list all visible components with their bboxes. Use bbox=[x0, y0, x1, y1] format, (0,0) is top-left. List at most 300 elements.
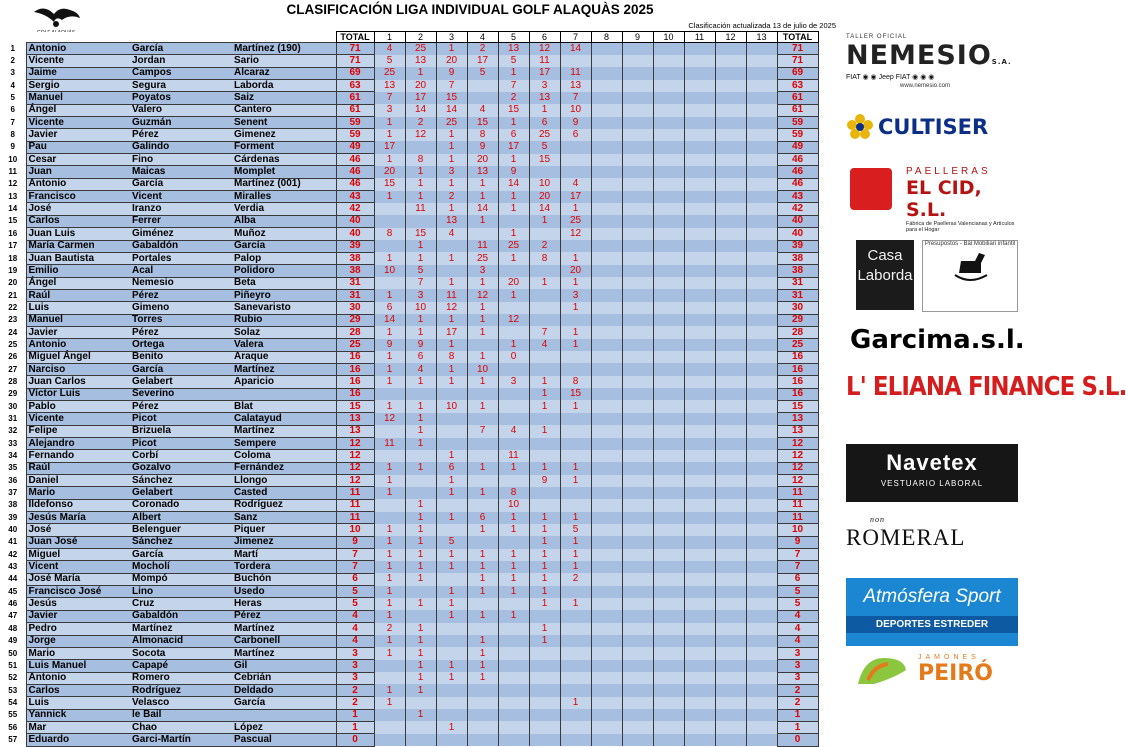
round-score-cell: 1 bbox=[436, 252, 467, 264]
round-score-cell bbox=[622, 215, 653, 227]
surname1-cell: Valero bbox=[130, 104, 232, 116]
total-cell: 13 bbox=[336, 413, 374, 425]
surname2-cell: Jimenez bbox=[232, 536, 336, 548]
header-row bbox=[0, 32, 818, 43]
round-score-cell bbox=[684, 363, 715, 375]
round-score-cell bbox=[591, 499, 622, 511]
surname2-cell: Martínez (001) bbox=[232, 178, 336, 190]
round-score-cell: 13 bbox=[405, 55, 436, 67]
round-score-cell bbox=[405, 450, 436, 462]
round-score-cell: 12 bbox=[498, 314, 529, 326]
round-score-cell bbox=[746, 660, 777, 672]
first-name-cell: Javier bbox=[26, 129, 130, 141]
round-score-cell bbox=[405, 487, 436, 499]
round-score-cell bbox=[653, 252, 684, 264]
round-score-cell bbox=[653, 561, 684, 573]
round-score-cell: 14 bbox=[405, 104, 436, 116]
table-row bbox=[0, 623, 818, 635]
total-cell: 59 bbox=[336, 117, 374, 129]
first-name-header bbox=[26, 32, 130, 43]
round-score-cell bbox=[622, 684, 653, 696]
round-score-cell bbox=[746, 129, 777, 141]
surname2-cell: Sanz bbox=[232, 512, 336, 524]
round-score-cell bbox=[684, 388, 715, 400]
round-score-cell bbox=[622, 80, 653, 92]
round-score-cell bbox=[591, 536, 622, 548]
round-score-cell bbox=[498, 388, 529, 400]
round-score-cell bbox=[498, 734, 529, 746]
round-score-cell bbox=[529, 265, 560, 277]
round-score-cell bbox=[591, 228, 622, 240]
round-score-cell bbox=[560, 240, 591, 252]
round-score-cell bbox=[653, 265, 684, 277]
round-score-cell bbox=[684, 166, 715, 178]
round-score-cell: 9 bbox=[436, 67, 467, 79]
round-score-cell bbox=[715, 265, 746, 277]
pos-header bbox=[0, 32, 26, 43]
round-score-cell bbox=[715, 450, 746, 462]
round-score-cell: 1 bbox=[374, 289, 405, 301]
round-score-cell bbox=[684, 684, 715, 696]
first-name-cell: Ildefonso bbox=[26, 499, 130, 511]
position-cell: 15 bbox=[0, 215, 26, 227]
surname2-cell: Beta bbox=[232, 277, 336, 289]
table-row bbox=[0, 586, 818, 598]
round-score-cell bbox=[746, 721, 777, 733]
round-score-cell bbox=[529, 684, 560, 696]
round-score-cell bbox=[498, 475, 529, 487]
round-score-cell bbox=[715, 672, 746, 684]
surname2-cell: Carbonell bbox=[232, 635, 336, 647]
total-end-cell: 5 bbox=[777, 598, 818, 610]
first-name-cell: María Carmen bbox=[26, 240, 130, 252]
total-end-cell: 3 bbox=[777, 660, 818, 672]
first-name-cell: Daniel bbox=[26, 475, 130, 487]
round-header: 11 bbox=[684, 32, 715, 43]
round-score-cell: 25 bbox=[560, 215, 591, 227]
round-score-cell: 1 bbox=[436, 203, 467, 215]
round-score-cell: 1 bbox=[467, 549, 498, 561]
table-row bbox=[0, 512, 818, 524]
round-score-cell bbox=[684, 265, 715, 277]
round-score-cell: 4 bbox=[498, 425, 529, 437]
round-score-cell bbox=[436, 413, 467, 425]
round-score-cell: 25 bbox=[405, 43, 436, 55]
round-header: 4 bbox=[467, 32, 498, 43]
table-row bbox=[0, 228, 818, 240]
round-score-cell bbox=[591, 647, 622, 659]
atmosfera-sub: DEPORTES ESTREDER bbox=[846, 616, 1018, 633]
table-row bbox=[0, 413, 818, 425]
total-end-cell: 11 bbox=[777, 487, 818, 499]
position-cell: 47 bbox=[0, 610, 26, 622]
first-name-cell: Narciso bbox=[26, 363, 130, 375]
table-row bbox=[0, 351, 818, 363]
paelleras-line3: Fábrica de Paelleras Valencianas y Artículos para el Hogar bbox=[906, 221, 1015, 233]
round-score-cell bbox=[684, 339, 715, 351]
total-cell: 46 bbox=[336, 166, 374, 178]
position-cell: 36 bbox=[0, 475, 26, 487]
round-score-cell bbox=[684, 487, 715, 499]
total-end-cell: 25 bbox=[777, 339, 818, 351]
nemesio-tagline: TALLER OFICIAL bbox=[846, 34, 908, 40]
round-score-cell bbox=[622, 487, 653, 499]
round-score-cell bbox=[374, 215, 405, 227]
round-score-cell: 1 bbox=[529, 549, 560, 561]
total-cell: 69 bbox=[336, 67, 374, 79]
round-score-cell: 2 bbox=[560, 573, 591, 585]
round-score-cell bbox=[560, 660, 591, 672]
round-score-cell bbox=[374, 660, 405, 672]
round-score-cell bbox=[653, 326, 684, 338]
round-score-cell bbox=[653, 487, 684, 499]
round-score-cell: 10 bbox=[467, 363, 498, 375]
surname2-cell bbox=[232, 709, 336, 721]
table-row bbox=[0, 400, 818, 412]
round-score-cell: 1 bbox=[467, 277, 498, 289]
first-name-cell: Carlos bbox=[26, 215, 130, 227]
round-score-cell: 1 bbox=[405, 684, 436, 696]
position-cell: 48 bbox=[0, 623, 26, 635]
round-score-cell bbox=[715, 660, 746, 672]
first-name-cell: Pedro bbox=[26, 623, 130, 635]
round-score-cell bbox=[746, 191, 777, 203]
ham-icon bbox=[854, 654, 910, 688]
surname1-cell: Velasco bbox=[130, 697, 232, 709]
round-score-cell: 9 bbox=[405, 339, 436, 351]
round-score-cell: 4 bbox=[467, 104, 498, 116]
round-score-cell: 1 bbox=[374, 376, 405, 388]
round-score-cell: 1 bbox=[498, 561, 529, 573]
round-score-cell bbox=[746, 43, 777, 55]
round-score-cell: 1 bbox=[467, 215, 498, 227]
round-score-cell bbox=[529, 734, 560, 746]
surname1-cell: Garci-Martín bbox=[130, 734, 232, 746]
surname2-cell: Araque bbox=[232, 351, 336, 363]
round-score-cell bbox=[715, 586, 746, 598]
round-score-cell: 1 bbox=[529, 462, 560, 474]
round-score-cell bbox=[684, 302, 715, 314]
laborda-side bbox=[922, 240, 1018, 312]
round-score-cell bbox=[591, 549, 622, 561]
round-score-cell bbox=[622, 326, 653, 338]
total-cell: 1 bbox=[336, 709, 374, 721]
round-score-cell bbox=[591, 709, 622, 721]
laborda-side-text: Presupostos - Bàl Mobiliari infantil bbox=[924, 241, 1016, 247]
round-score-cell: 1 bbox=[529, 400, 560, 412]
peiro-small: JAMONES bbox=[918, 654, 980, 661]
round-score-cell bbox=[560, 166, 591, 178]
round-score-cell bbox=[715, 709, 746, 721]
round-score-cell bbox=[622, 512, 653, 524]
round-score-cell bbox=[746, 647, 777, 659]
surname2-cell: Pérez bbox=[232, 610, 336, 622]
round-score-cell bbox=[591, 610, 622, 622]
round-score-cell: 1 bbox=[405, 561, 436, 573]
round-score-cell: 12 bbox=[467, 289, 498, 301]
first-name-cell: Jesús bbox=[26, 598, 130, 610]
table-row bbox=[0, 660, 818, 672]
table-row bbox=[0, 277, 818, 289]
total-cell: 4 bbox=[336, 635, 374, 647]
total-cell: 16 bbox=[336, 363, 374, 375]
first-name-cell: Miguel bbox=[26, 549, 130, 561]
surname1-cell: Romero bbox=[130, 672, 232, 684]
surname2-cell: Rubio bbox=[232, 314, 336, 326]
round-score-cell bbox=[715, 178, 746, 190]
surname2-cell: Rodríguez bbox=[232, 499, 336, 511]
round-score-cell: 1 bbox=[374, 647, 405, 659]
first-name-cell: Raúl bbox=[26, 462, 130, 474]
first-name-cell: Carlos bbox=[26, 684, 130, 696]
round-score-cell bbox=[591, 326, 622, 338]
round-score-cell bbox=[684, 215, 715, 227]
round-score-cell: 1 bbox=[374, 363, 405, 375]
round-score-cell bbox=[498, 635, 529, 647]
round-score-cell: 20 bbox=[374, 166, 405, 178]
round-score-cell bbox=[374, 709, 405, 721]
round-score-cell: 8 bbox=[374, 228, 405, 240]
round-score-cell bbox=[529, 351, 560, 363]
round-score-cell bbox=[591, 450, 622, 462]
round-score-cell: 1 bbox=[405, 635, 436, 647]
round-score-cell bbox=[653, 425, 684, 437]
round-score-cell bbox=[622, 697, 653, 709]
round-score-cell bbox=[715, 191, 746, 203]
round-score-cell bbox=[622, 351, 653, 363]
total-end-cell: 12 bbox=[777, 450, 818, 462]
round-score-cell bbox=[622, 734, 653, 746]
surname2-cell: Piquer bbox=[232, 524, 336, 536]
total-cell: 3 bbox=[336, 647, 374, 659]
total-end-cell: 61 bbox=[777, 92, 818, 104]
round-score-cell: 6 bbox=[529, 117, 560, 129]
surname1-cell: Jordan bbox=[130, 55, 232, 67]
table-row bbox=[0, 475, 818, 487]
total-end-cell: 12 bbox=[777, 462, 818, 474]
round-score-cell: 1 bbox=[436, 277, 467, 289]
nemesio-brands: FIAT ◉ ◉ Jeep FIAT ◉ ◉ ◉ bbox=[846, 74, 935, 81]
round-score-cell: 11 bbox=[405, 203, 436, 215]
round-score-cell bbox=[653, 314, 684, 326]
total-end-cell: 1 bbox=[777, 721, 818, 733]
surname1-cell: le Bail bbox=[130, 709, 232, 721]
total-cell: 9 bbox=[336, 536, 374, 548]
round-score-cell bbox=[746, 203, 777, 215]
round-score-cell bbox=[591, 438, 622, 450]
surname1-cell: Poyatos bbox=[130, 92, 232, 104]
table-row bbox=[0, 450, 818, 462]
round-score-cell bbox=[467, 438, 498, 450]
round-score-cell: 20 bbox=[560, 265, 591, 277]
round-score-cell bbox=[746, 252, 777, 264]
round-score-cell: 1 bbox=[467, 302, 498, 314]
round-score-cell: 4 bbox=[374, 43, 405, 55]
round-score-cell bbox=[653, 623, 684, 635]
round-score-cell bbox=[374, 388, 405, 400]
round-score-cell: 1 bbox=[529, 388, 560, 400]
round-score-cell: 7 bbox=[560, 92, 591, 104]
first-name-cell: Juan bbox=[26, 166, 130, 178]
round-score-cell bbox=[684, 709, 715, 721]
round-score-cell bbox=[622, 721, 653, 733]
round-score-cell bbox=[746, 561, 777, 573]
round-score-cell bbox=[715, 314, 746, 326]
round-score-cell: 0 bbox=[498, 351, 529, 363]
round-score-cell bbox=[684, 610, 715, 622]
surname1-cell: Capapé bbox=[130, 660, 232, 672]
round-score-cell bbox=[653, 388, 684, 400]
paella-pan-icon bbox=[850, 168, 892, 210]
round-score-cell: 7 bbox=[529, 326, 560, 338]
round-score-cell: 1 bbox=[405, 240, 436, 252]
round-score-cell bbox=[622, 573, 653, 585]
round-score-cell bbox=[715, 598, 746, 610]
round-score-cell: 8 bbox=[529, 252, 560, 264]
table-row bbox=[0, 376, 818, 388]
round-score-cell bbox=[622, 462, 653, 474]
surname2-cell: Martínez bbox=[232, 363, 336, 375]
round-score-cell: 15 bbox=[405, 228, 436, 240]
total-cell: 6 bbox=[336, 573, 374, 585]
round-score-cell bbox=[653, 117, 684, 129]
round-score-cell: 1 bbox=[529, 425, 560, 437]
round-score-cell: 5 bbox=[374, 55, 405, 67]
round-score-cell bbox=[591, 635, 622, 647]
round-score-cell bbox=[653, 203, 684, 215]
first-name-cell: Emilio bbox=[26, 265, 130, 277]
round-score-cell bbox=[591, 265, 622, 277]
round-score-cell bbox=[560, 623, 591, 635]
round-score-cell bbox=[467, 684, 498, 696]
round-score-cell bbox=[498, 536, 529, 548]
surname2-cell: Palop bbox=[232, 252, 336, 264]
round-score-cell: 1 bbox=[467, 672, 498, 684]
round-score-cell: 2 bbox=[374, 623, 405, 635]
round-score-cell bbox=[560, 351, 591, 363]
total-cell: 46 bbox=[336, 154, 374, 166]
round-score-cell bbox=[436, 524, 467, 536]
round-score-cell bbox=[684, 438, 715, 450]
round-score-cell: 1 bbox=[467, 635, 498, 647]
round-score-cell bbox=[653, 400, 684, 412]
eliana-finance-logo: L' ELIANA FINANCE S.L. bbox=[846, 372, 1126, 402]
total-cell: 12 bbox=[336, 475, 374, 487]
table-row bbox=[0, 67, 818, 79]
round-score-cell bbox=[715, 302, 746, 314]
round-score-cell: 12 bbox=[436, 302, 467, 314]
round-score-cell: 1 bbox=[529, 623, 560, 635]
round-score-cell bbox=[653, 129, 684, 141]
round-score-cell: 1 bbox=[405, 252, 436, 264]
first-name-cell: Javier bbox=[26, 326, 130, 338]
round-score-cell bbox=[653, 141, 684, 153]
surname1-cell: Gimeno bbox=[130, 302, 232, 314]
total-cell: 12 bbox=[336, 450, 374, 462]
total-end-cell: 46 bbox=[777, 178, 818, 190]
round-score-cell: 1 bbox=[467, 660, 498, 672]
position-cell: 12 bbox=[0, 178, 26, 190]
round-score-cell bbox=[591, 561, 622, 573]
total-end-cell: 63 bbox=[777, 80, 818, 92]
position-cell: 55 bbox=[0, 709, 26, 721]
surname1-cell: Socota bbox=[130, 647, 232, 659]
surname2-cell: Usedo bbox=[232, 586, 336, 598]
surname1-cell: Almonacid bbox=[130, 635, 232, 647]
round-score-cell bbox=[591, 734, 622, 746]
round-score-cell: 1 bbox=[436, 586, 467, 598]
round-score-cell bbox=[746, 623, 777, 635]
total-end-cell: 31 bbox=[777, 277, 818, 289]
round-score-cell bbox=[622, 450, 653, 462]
round-score-cell bbox=[746, 536, 777, 548]
round-score-cell bbox=[684, 289, 715, 301]
round-score-cell: 1 bbox=[560, 475, 591, 487]
round-score-cell: 1 bbox=[529, 561, 560, 573]
round-score-cell: 1 bbox=[560, 549, 591, 561]
total-end-cell: 2 bbox=[777, 697, 818, 709]
total-cell: 59 bbox=[336, 129, 374, 141]
table-row bbox=[0, 536, 818, 548]
round-score-cell bbox=[715, 166, 746, 178]
round-score-cell: 1 bbox=[405, 660, 436, 672]
round-score-cell bbox=[746, 425, 777, 437]
table-row bbox=[0, 129, 818, 141]
round-score-cell: 1 bbox=[467, 573, 498, 585]
round-score-cell bbox=[467, 450, 498, 462]
surname2-cell: Cantero bbox=[232, 104, 336, 116]
round-score-cell bbox=[715, 524, 746, 536]
round-score-cell bbox=[715, 92, 746, 104]
position-cell: 52 bbox=[0, 672, 26, 684]
round-score-cell bbox=[684, 191, 715, 203]
position-cell: 29 bbox=[0, 388, 26, 400]
first-name-cell: José bbox=[26, 203, 130, 215]
round-score-cell bbox=[591, 191, 622, 203]
round-score-cell: 1 bbox=[436, 660, 467, 672]
round-score-cell: 17 bbox=[467, 55, 498, 67]
total-cell: 31 bbox=[336, 289, 374, 301]
total-cell: 16 bbox=[336, 376, 374, 388]
round-score-cell: 2 bbox=[436, 191, 467, 203]
round-score-cell bbox=[746, 240, 777, 252]
round-score-cell bbox=[684, 462, 715, 474]
surname1-cell: Fino bbox=[130, 154, 232, 166]
round-score-cell: 1 bbox=[374, 536, 405, 548]
surname1-cell: Coronado bbox=[130, 499, 232, 511]
round-score-cell: 3 bbox=[436, 166, 467, 178]
round-score-cell bbox=[591, 462, 622, 474]
round-score-cell bbox=[715, 363, 746, 375]
round-score-cell bbox=[467, 413, 498, 425]
round-score-cell: 1 bbox=[467, 524, 498, 536]
table-row bbox=[0, 684, 818, 696]
surname2-cell: Fernández bbox=[232, 462, 336, 474]
round-score-cell bbox=[591, 314, 622, 326]
round-score-cell: 17 bbox=[374, 141, 405, 153]
round-score-cell bbox=[715, 351, 746, 363]
surname2-cell: Gimenez bbox=[232, 129, 336, 141]
round-score-cell: 1 bbox=[436, 598, 467, 610]
round-score-cell bbox=[405, 610, 436, 622]
round-score-cell bbox=[498, 363, 529, 375]
round-score-cell bbox=[715, 326, 746, 338]
round-score-cell bbox=[684, 400, 715, 412]
round-score-cell: 20 bbox=[529, 191, 560, 203]
round-score-cell bbox=[467, 697, 498, 709]
round-score-cell bbox=[715, 512, 746, 524]
round-score-cell: 1 bbox=[560, 598, 591, 610]
